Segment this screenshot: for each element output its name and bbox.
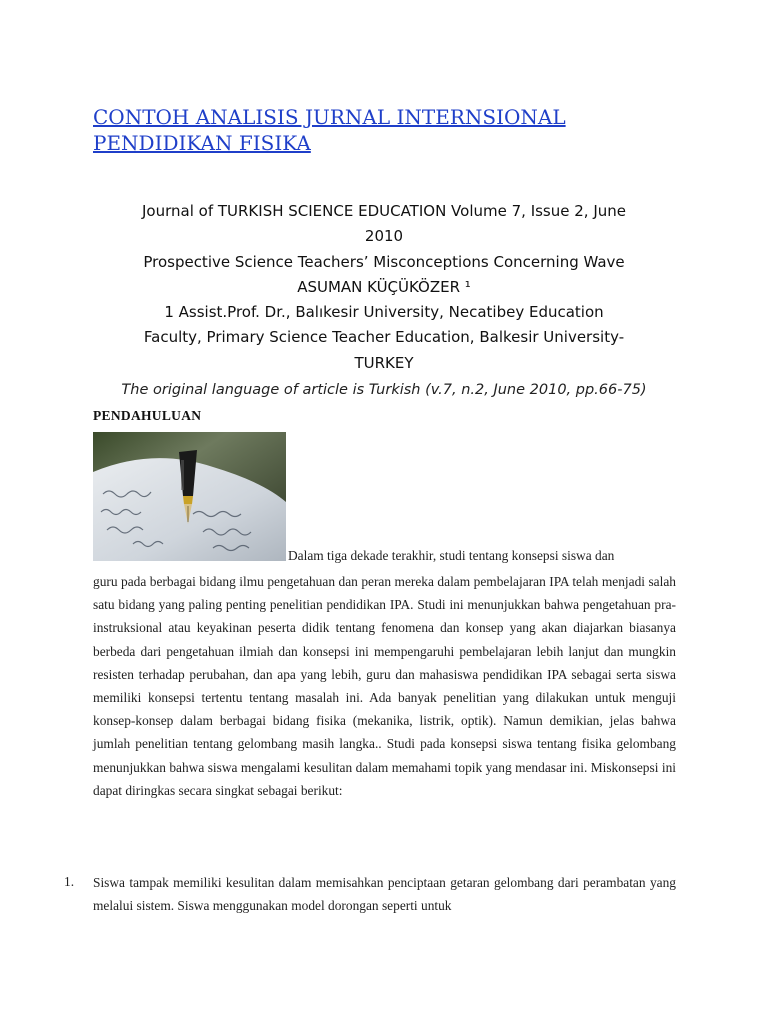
fountain-pen-photo bbox=[93, 432, 286, 561]
title-line-2[interactable]: PENDIDIKAN FISIKA bbox=[93, 131, 311, 155]
affiliation-line-1: 1 Assist.Prof. Dr., Balıkesir University, Necatibey Education bbox=[164, 303, 604, 322]
journal-line-1: Journal of TURKISH SCIENCE EDUCATION Volume 7, Issue 2, June bbox=[142, 202, 626, 220]
original-language-note: The original language of article is Turkish (v.7, n.2, June 2010, pp.66-75) bbox=[121, 382, 647, 398]
affiliation-line-3: TURKEY bbox=[354, 353, 414, 372]
list-item-text: Siswa tampak memiliki kesulitan dalam memisahkan penciptaan getaran gelombang dari perambatan yang melalui sistem. Siswa menggunakan model dorongan seperti untuk bbox=[93, 875, 676, 914]
affiliation-line-2: Faculty, Primary Science Teacher Education, Balkesir University- bbox=[143, 328, 625, 347]
journal-line-2: 2010 bbox=[364, 227, 404, 246]
article-title: Prospective Science Teachers’ Misconceptions Concerning Wave bbox=[143, 252, 625, 271]
document-title-link[interactable] bbox=[93, 104, 653, 156]
intro-paragraph: guru pada berbagai bidang ilmu pengetahuan dan peran mereka dalam pembelajaran IPA telah menjadi salah satu bidang yang paling penting penelitian pendidikan IPA. Studi ini menunjukkan bahwa pengetahuan pra-instruksional atau keyakinan peserta didik tentang fenomena dan konsep yang akan diajarkan biasanya berbeda dari pengetahuan ilmiah dan konsepsi ini mempengaruhi pembelajaran lebih lanjut dan mungkin resisten terhadap perubahan, dan apa yang lebih, guru dan mahasiswa pendidikan IPA sebagai serta siswa memiliki konsepsi tertentu tentang masalah ini. Ada banyak penelitian yang dilakukan untuk menguji konsep-konsep dalam berbagai bidang fisika (mekanika, listrik, optik). Namun demikian, jelas bahwa jumlah penelitian tentang gelombang masih langka.. Studi pada konsepsi siswa tentang fisika gelombang menunjukkan bahwa siswa mengalami kesulitan dalam memahami topik yang mendasar ini. Miskonsepsi ini dapat diringkas secara singkat sebagai berikut: bbox=[93, 574, 676, 798]
title-line-1[interactable]: CONTOH ANALISIS JURNAL INTERNSIONAL bbox=[93, 105, 566, 129]
list-item-number: 1. bbox=[64, 874, 75, 889]
intro-first-line: Dalam tiga dekade terakhir, studi tentang konsepsi siswa dan bbox=[288, 548, 615, 563]
author-name: ASUMAN KÜÇÜKÖZER ¹ bbox=[297, 277, 471, 296]
journal-citation bbox=[93, 199, 675, 376]
section-heading: PENDAHULUAN bbox=[93, 408, 202, 423]
